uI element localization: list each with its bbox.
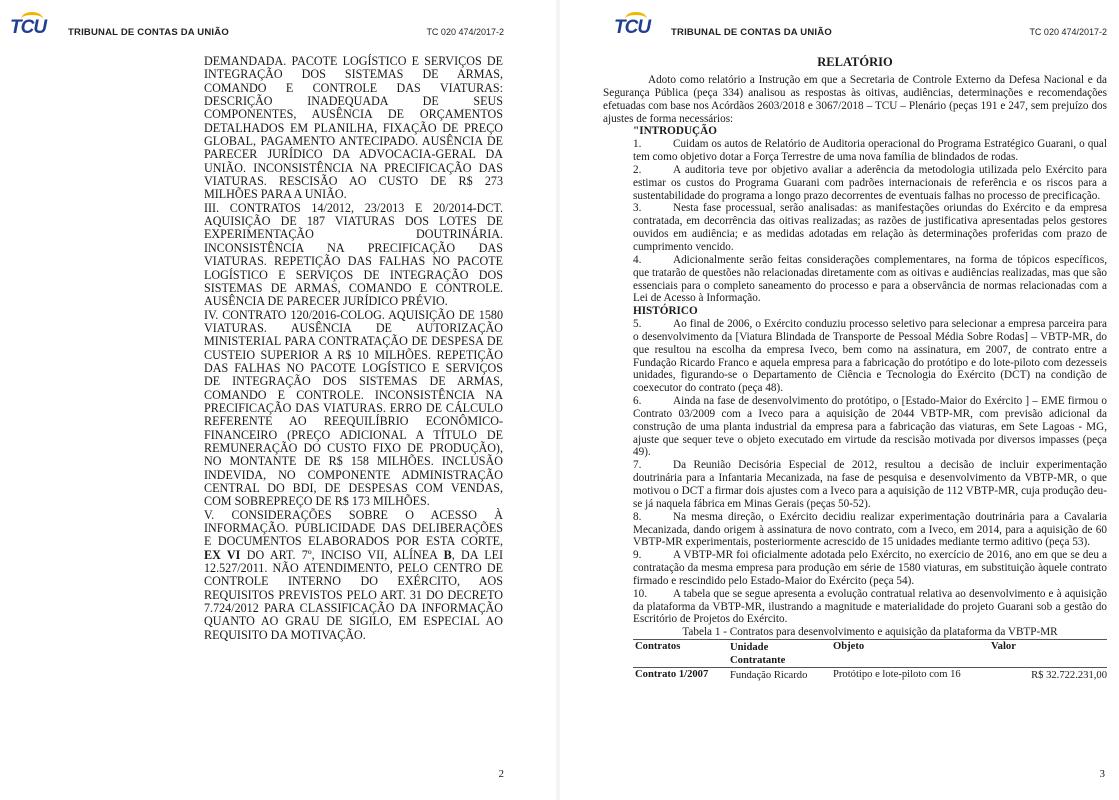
document-page-right <box>560 0 1119 800</box>
document-page-left <box>0 0 556 800</box>
column-header: Objeto <box>833 641 865 653</box>
process-number: TC 020 474/2017-2 <box>426 27 504 37</box>
table-header-row <box>633 639 1107 668</box>
section-heading-introduction: "INTRODUÇÃO <box>633 125 717 138</box>
page-number: 2 <box>498 768 504 780</box>
numbered-paragraph: 9. A VBTP-MR foi oficialmente adotada pelo Exército, no exercício de 2016, ano em que se deu a contratação da mesma empresa para produção em série de 1580 viaturas, em substituição àquele contrato firmado e rescindido pelo Estado-Maior do Exército (peça 54). <box>633 549 1107 587</box>
summary-paragraph: III. CONTRATOS 14/2012, 23/2013 E 20/2014-DCT. AQUISIÇÃO DE 187 VIATURAS DOS LOTES DE EXPERIMENTAÇÃO DOUTRINÁRIA. INCONSISTÊNCIA NA PRECIFICAÇÃO DAS VIATURAS. REPETIÇÃO DAS FALHAS NO PACOTE LOGÍSTICO E SERVIÇOS DE INTEGRAÇÃO DOS SISTEMAS DE ARMAS, COMANDO E CONTROLE. AUSÊNCIA DE PARECER JURÍDICO PRÉVIO. <box>204 200 503 309</box>
summary-paragraph: IV. CONTRATO 120/2016-COLOG. AQUISIÇÃO DE 1580 VIATURAS. AUSÊNCIA DE AUTORIZAÇÃO MINISTERIAL PARA CONTRATAÇÃO DE DESPESA DE CUSTEIO SUPERIOR A R$ 10 MILHÕES. REPETIÇÃO DAS FALHAS NO PACOTE LOGÍSTICO E SERVIÇOS DE INTEGRAÇÃO DOS SISTEMAS DE ARMAS, COMANDO E CONTROLE. INCONSISTÊNCIA NA PRECIFICAÇÃO DAS VIATURAS. ERRO DE CÁLCULO REFERENTE AO REEQUILÍBRIO ECONÔMICO-FINANCEIRO (PREÇO ADICIONAL A TÍTULO DE REMUNERAÇÃO DO CUSTO FIXO DE PRODUÇÃO), NO MONTANTE DE R$ 158 MILHÕES. INCLUSÃO INDEVIDA, NO COMPONENTE ADMINISTRAÇÃO CENTRAL DO BDI, DE DESPESAS COM VENDAS, COM SOBREPREÇO DE R$ 173 MILHÕES. <box>204 307 503 509</box>
summary-text <box>204 55 503 642</box>
tcu-logo <box>614 12 654 44</box>
column-header: Unidade Contratante <box>730 642 786 667</box>
logo-text: TCU <box>614 17 651 38</box>
page-header <box>0 12 556 46</box>
table-row <box>633 668 1107 685</box>
organization-name: TRIBUNAL DE CONTAS DA UNIÃO <box>671 27 832 38</box>
summary-paragraph: DEMANDADA. PACOTE LOGÍSTICO E SERVIÇOS DE INTEGRAÇÃO DOS SISTEMAS DE ARMAS, COMANDO E CONTROLE DAS VIATURAS: DESCRIÇÃO INADEQUADA DE SEUS COMPONENTES, AUSÊNCIA DE ORÇAMENTOS DETALHADOS EM PLANILHA, FIXAÇÃO DE PREÇO GLOBAL, PAGAMENTO ANTECIPADO. AUSÊNCIA DE PARECER JURÍDICO DA ADVOCACIA-GERAL DA UNIÃO. INCONSISTÊNCIA NA PRECIFICAÇÃO DAS VIATURAS. RESCISÃO AO CUSTO DE R$ 273 MILHÕES PARA A UNIÃO. <box>204 54 503 202</box>
tcu-logo <box>10 12 50 44</box>
summary-paragraph: V. CONSIDERAÇÕES SOBRE O ACESSO À INFORMAÇÃO. PUBLICIDADE DAS DELIBERAÇÕES E DOCUMENTOS ELABORADOS POR ESTA CORTE, EX VI DO ART. 7º, INCISO VII, ALÍNEA B, DA LEI 12.527/2011. NÃO ATENDIMENTO, PELO CENTRO DE CONTROLE INTERNO DO EXÉRCITO, AOS REQUISITOS PREVISTOS PELO ART. 31 DO DECRETO 7.724/2012 PARA CLASSIFICAÇÃO DA INFORMAÇÃO QUANTO AO GRAU DE SIGILO, EM ESPECIAL AO REQUISITO DA MOTIVAÇÃO. <box>204 507 504 642</box>
intro-paragraph: Adoto como relatório a Instrução em que a Secretaria de Controle Externo da Defesa Nacional e da Segurança Pública (peça 334) analisou as respostas às oitivas, audiências, determinações e recomendações efetuadas com base nos Acórdãos 2603/2018 e 3067/2018 – TCU – Plenário (peças 191 e 247, sem prejuízo dos ajustes de forma necessários: <box>603 74 1107 125</box>
numbered-paragraph: 4. Adicionalmente serão feitas considerações complementares, na forma de tópicos específicos, que tratarão de questões não relacionadas diretamente com as oitivas e audiências realizadas, mas que são essenciais para o completo saneamento do processo e para a observância de normas relacionadas com a Lei de Acesso à Informação. <box>633 253 1107 305</box>
report-content <box>603 55 1107 685</box>
numbered-paragraph: 3. Nesta fase processual, serão analisadas: as manifestações oriundas do Exército e da empresa contratada, em decorrência das oitivas realizadas; as razões de justificativa apresentadas pelos gestores ouvidos em audiência; e as medidas adotadas em relação às determinações proferidas com prazo de cumprimento vencido. <box>633 202 1107 253</box>
page-header <box>560 12 1119 46</box>
table-cell: Fundação Ricardo <box>730 670 808 682</box>
section-heading-history: HISTÓRICO <box>633 305 698 318</box>
numbered-paragraph: 2. A auditoria teve por objetivo avaliar a aderência da metodologia utilizada pelo Exército para estimar os custos do Programa Guarani com padrões internacionais de referência e os riscos para a sustentabilidade do programa a longo prazo decorrentes de eventuais falhas no processo de precificação. <box>633 163 1107 202</box>
table-cell: R$ 32.722.231,00 <box>1031 670 1107 682</box>
process-number: TC 020 474/2017-2 <box>1029 27 1107 37</box>
table-cell: Contrato 1/2007 <box>635 669 709 681</box>
numbered-paragraph: 1. Cuidam os autos de Relatório de Auditoria operacional do Programa Estratégico Guarani, o qual tem como objetivo dotar a Força Terrestre de uma nova família de blindados de rodas. <box>633 138 1107 164</box>
numbered-paragraph: 6. Ainda na fase de desenvolvimento do protótipo, o [Estado-Maior do Exército ] – EME firmou o Contrato 03/2009 com a Iveco para a aquisição de 2044 VBTP-MR, com previsão adicional da construção de uma planta industrial da empresa para a fabricação das viaturas, em Sete Lagoas - MG, ajuste que sequer teve o objeto executado em virtude da rescisão motivada por diversos impasses (peça 49). <box>633 395 1107 459</box>
contracts-table <box>633 639 1107 685</box>
organization-name: TRIBUNAL DE CONTAS DA UNIÃO <box>68 27 229 38</box>
column-header: Contratos <box>635 641 681 653</box>
logo-text: TCU <box>10 17 47 38</box>
numbered-paragraph: 10. A tabela que se segue apresenta a evolução contratual relativa ao desenvolvimento e à aquisição da plataforma da VBTP-MR, ilustrando a magnitude e materialidade do projeto Guarani sob a gestão do Escritório de Projetos do Exército. <box>633 587 1107 626</box>
report-title: RELATÓRIO <box>817 55 893 69</box>
table-cell: Protótipo e lote-piloto com 16 <box>833 669 961 681</box>
page-number: 3 <box>1099 768 1105 780</box>
table-caption: Tabela 1 - Contratos para desenvolvimento e aquisição da plataforma da VBTP-MR <box>682 626 1058 639</box>
numbered-paragraph: 5. Ao final de 2006, o Exército conduziu processo seletivo para selecionar a empresa parceira para o desenvolvimento da [Viatura Blindada de Transporte de Pessoal Média Sobre Rodas] – VBTP-MR, do que resultou na escolha da empresa Iveco, bem como na assinatura, em 2007, de contrato entre a Fundação Ricardo Franco e aquela empresa para a fabricação do protótipo e do lote-piloto com dezesseis unidades, figurando-se o Departamento de Ciência e Tecnologia do Exército (DCT) na condição de coexecutor do contrato (peça 48). <box>633 318 1107 395</box>
numbered-paragraph: 8. Na mesma direção, o Exército decidiu realizar experimentação doutrinária para a Cavalaria Mecanizada, dando origem à assinatura de novo contrato, com a Iveco, em 2014, para a aquisição de 60 VBTP-MR experimentais, posteriormente acrescido de 15 unidades mediante termo aditivo (peça 53). <box>633 510 1107 549</box>
column-header: Valor <box>991 641 1016 653</box>
numbered-paragraph: 7. Da Reunião Decisória Especial de 2012, resultou a decisão de incluir experimentação doutrinária para a Infantaria Mecanizada, na fase de pesquisa e desenvolvimento da VBTP-MR, o que motivou o DCT a firmar dois ajustes com a Iveco para a aquisição de 112 VBTP-MR, cuja produção deu-se já naquela fábrica em Minas Gerais (peças 50-52). <box>633 459 1107 510</box>
